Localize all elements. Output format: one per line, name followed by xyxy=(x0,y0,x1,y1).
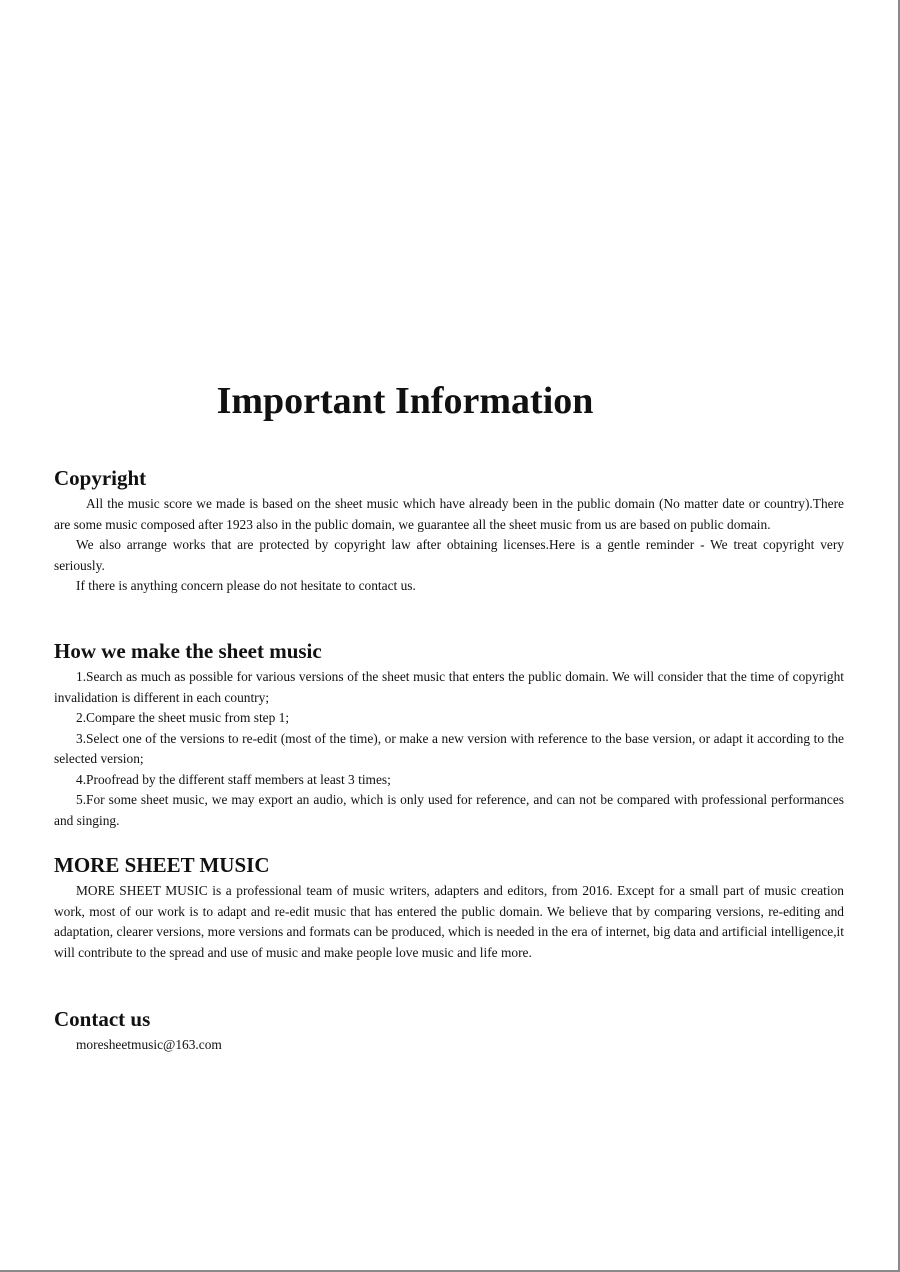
contact-heading: Contact us xyxy=(54,1007,151,1031)
process-step: 5.For some sheet music, we may export an audio, which is only used for reference, and can not be compared with professional performances and singing. xyxy=(54,792,844,828)
contact-section xyxy=(54,1006,844,1056)
process-step: 3.Select one of the versions to re-edit (most of the time), or make a new version with reference to the base version, or adapt it according to the selected version; xyxy=(54,730,844,766)
how-we-make-heading: How we make the sheet music xyxy=(54,639,322,663)
process-step: 2.Compare the sheet music from step 1; xyxy=(76,710,290,725)
contact-email: moresheetmusic@163.com xyxy=(76,1037,222,1052)
more-sheet-music-paragraph: MORE SHEET MUSIC is a professional team of music writers, adapters and editors, from 2016. Except for a small part of music creation work, most of our work is to adapt and re-edit music that has entered the public domain. We believe that by comparing versions, re-editing and adaptation, clearer versions, more versions and formats can be produced, which is needed in the era of internet, big data and artificial intelligence,it will contribute to the spread and use of music and make people love music and life more. xyxy=(54,883,844,960)
copyright-heading: Copyright xyxy=(54,466,147,490)
page-title: Important Information xyxy=(216,380,594,422)
process-step: 1.Search as much as possible for various versions of the sheet music that enters the public domain. We will consider that the time of copyright invalidation is different in each country; xyxy=(54,669,844,705)
process-step: 4.Proofread by the different staff members at least 3 times; xyxy=(76,771,391,787)
copyright-section xyxy=(54,465,844,597)
more-sheet-music-heading: MORE SHEET MUSIC xyxy=(54,853,270,877)
copyright-paragraph: We also arrange works that are protected by copyright law after obtaining licenses.Here is a gentle reminder - We treat copyright very seriously. xyxy=(54,537,844,573)
copyright-paragraph: All the music score we made is based on the sheet music which have already been in the public domain (No matter date or country).There are some music composed after 1923 also in the public domain, we guarantee all the sheet music from us are based on public domain. xyxy=(54,496,844,532)
copyright-paragraph: If there is anything concern please do not hesitate to contact us. xyxy=(76,578,416,593)
how-we-make-section xyxy=(54,638,844,831)
more-sheet-music-section xyxy=(54,852,844,963)
